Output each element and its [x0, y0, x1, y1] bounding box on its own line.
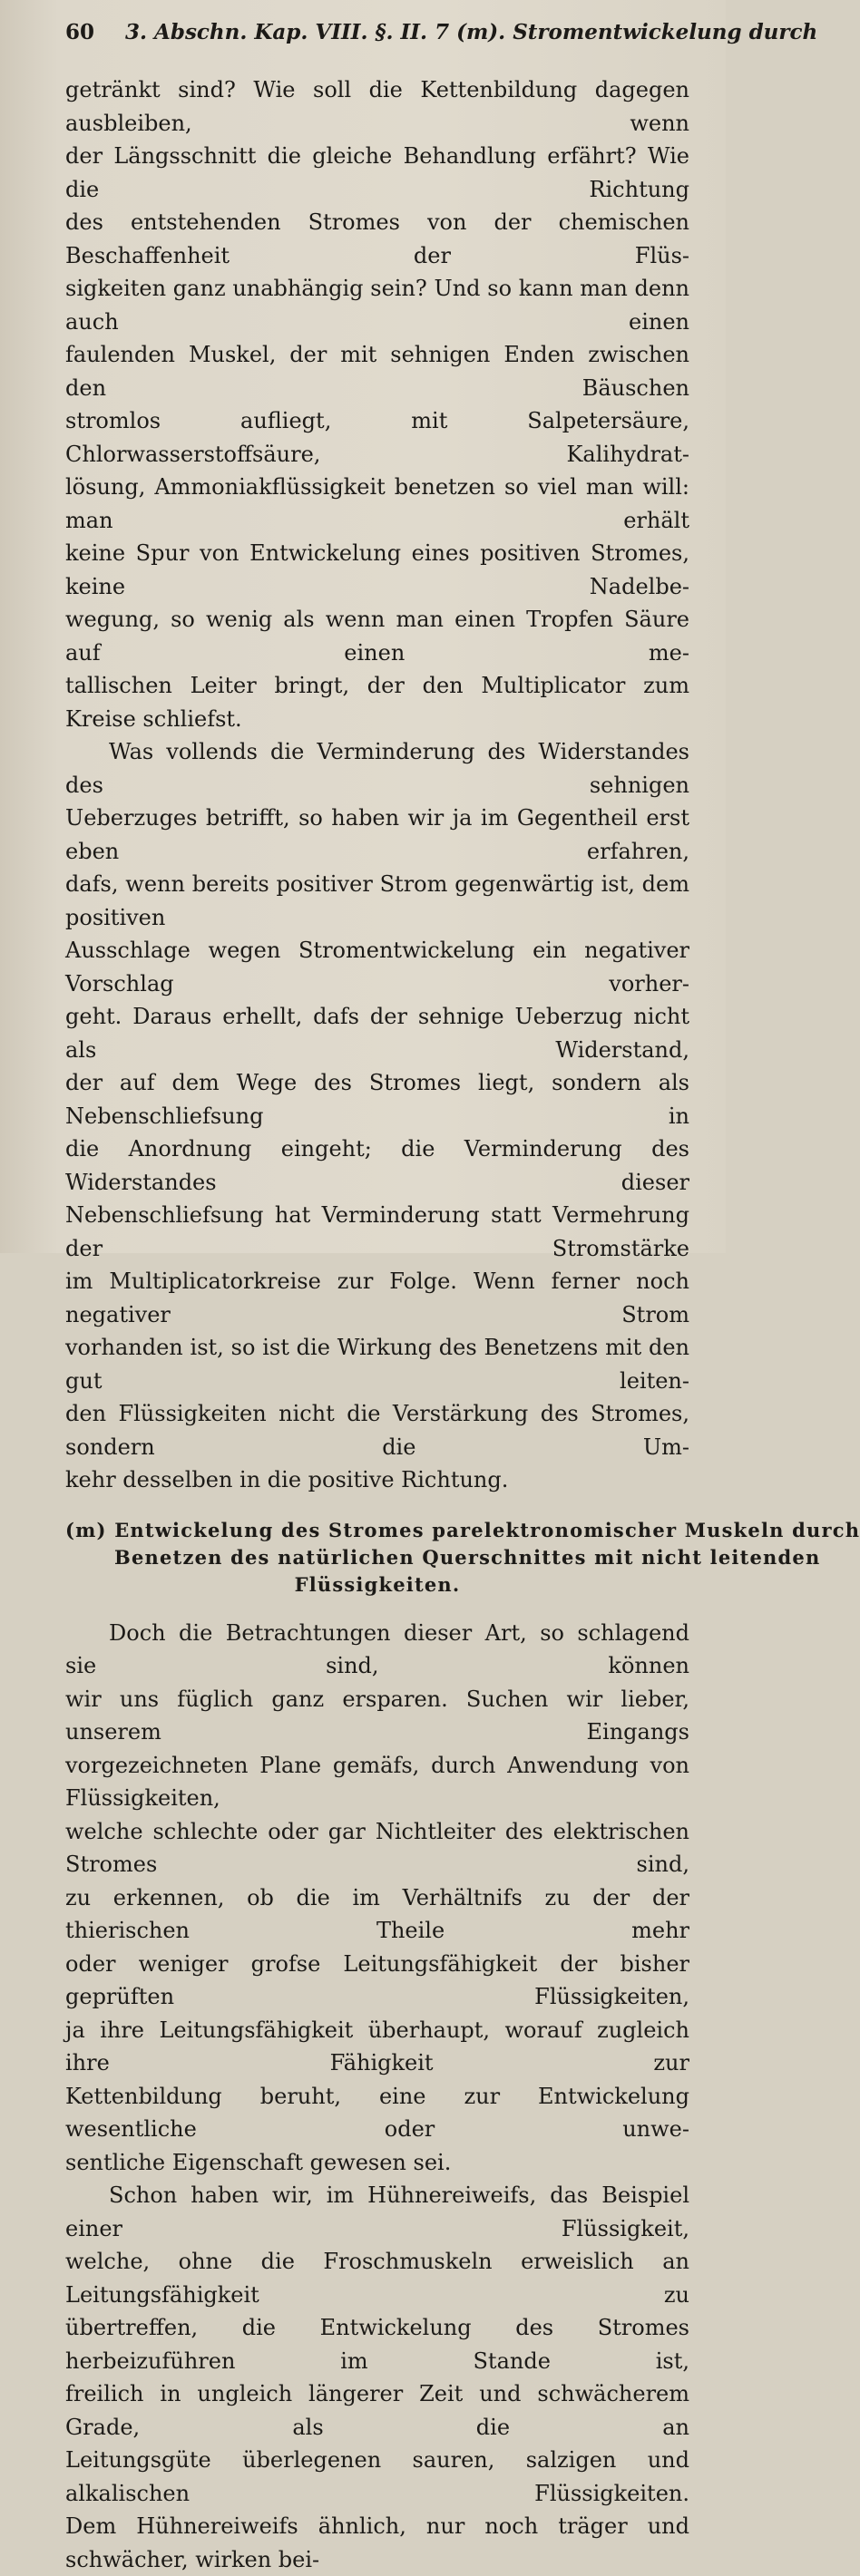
- text-line: Was vollends die Verminderung des Widerstandes des sehnigen: [65, 735, 689, 802]
- text-line: der Längsschnitt die gleiche Behandlung erfährt? Wie die Richtung: [65, 140, 689, 206]
- body-text-top: [65, 73, 689, 1497]
- text-line: freilich in ungleich längerer Zeit und schwächerem Grade, als die an: [65, 2377, 689, 2444]
- text-line: Dem Hühnereiweifs ähnlich, nur noch träger und schwächer, wirken bei-: [65, 2510, 689, 2576]
- body-text-bottom: [65, 1617, 689, 2576]
- text-line: Schon haben wir, im Hühnereiweifs, das Beispiel einer Flüssigkeit,: [65, 2179, 689, 2245]
- text-line: übertreffen, die Entwickelung des Stromes herbeizuführen im Stande ist,: [65, 2311, 689, 2377]
- page-header: [65, 20, 689, 44]
- text-line: den Flüssigkeiten nicht die Verstärkung des Stromes, sondern die Um-: [65, 1397, 689, 1463]
- text-line: Nebenschliefsung hat Verminderung statt Vermehrung der Stromstärke: [65, 1199, 689, 1265]
- section-heading-line: Benetzen des natürlichen Querschnittes mit nicht leitenden: [65, 1544, 689, 1571]
- text-line: lösung, Ammoniakflüssigkeit benetzen so viel man will: man erhält: [65, 471, 689, 537]
- text-line: welche schlechte oder gar Nichtleiter des elektrischen Stromes sind,: [65, 1815, 689, 1881]
- text-line: Ueberzuges betrifft, so haben wir ja im Gegentheil erst eben erfahren,: [65, 802, 689, 868]
- text-line: welche, ohne die Froschmuskeln erweislich an Leitungsfähigkeit zu: [65, 2245, 689, 2311]
- text-line: kehr desselben in die positive Richtung.: [65, 1463, 689, 1497]
- text-line: geht. Daraus erhellt, dafs der sehnige Ueberzug nicht als Widerstand,: [65, 1000, 689, 1066]
- page-number: 60: [65, 20, 94, 44]
- text-line: keine Spur von Entwickelung eines positiven Stromes, keine Nadelbe-: [65, 537, 689, 603]
- text-line: getränkt sind? Wie soll die Kettenbildung dagegen ausbleiben, wenn: [65, 73, 689, 140]
- text-line: wegung, so wenig als wenn man einen Tropfen Säure auf einen me-: [65, 603, 689, 669]
- text-line: vorgezeichneten Plane gemäfs, durch Anwendung von Flüssigkeiten,: [65, 1749, 689, 1815]
- section-heading-line: Flüssigkeiten.: [65, 1571, 689, 1599]
- text-line: zu erkennen, ob die im Verhältnifs zu der der thierischen Theile mehr: [65, 1881, 689, 1948]
- book-page: [0, 0, 726, 1253]
- text-line: ja ihre Leitungsfähigkeit überhaupt, worauf zugleich ihre Fähigkeit zur: [65, 2014, 689, 2080]
- text-line: stromlos aufliegt, mit Salpetersäure, Chlorwasserstoffsäure, Kalihydrat-: [65, 404, 689, 471]
- text-line: die Anordnung eingeht; die Verminderung des Widerstandes dieser: [65, 1132, 689, 1199]
- text-line: Kettenbildung beruht, eine zur Entwickelung wesentliche oder unwe-: [65, 2080, 689, 2146]
- text-line: im Multiplicatorkreise zur Folge. Wenn ferner noch negativer Strom: [65, 1265, 689, 1331]
- text-line: tallischen Leiter bringt, der den Multiplicator zum Kreise schliefst.: [65, 669, 689, 735]
- text-line: sentliche Eigenschaft gewesen sei.: [65, 2146, 689, 2180]
- text-line: des entstehenden Stromes von der chemischen Beschaffenheit der Flüs-: [65, 206, 689, 272]
- section-heading: [65, 1517, 689, 1599]
- text-line: Leitungsgüte überlegenen sauren, salzigen und alkalischen Flüssigkeiten.: [65, 2444, 689, 2510]
- text-line: dafs, wenn bereits positiver Strom gegenwärtig ist, dem positiven: [65, 868, 689, 934]
- text-line: oder weniger grofse Leitungsfähigkeit der bisher geprüften Flüssigkeiten,: [65, 1948, 689, 2014]
- text-line: der auf dem Wege des Stromes liegt, sondern als Nebenschliefsung in: [65, 1066, 689, 1132]
- text-line: Doch die Betrachtungen dieser Art, so schlagend sie sind, können: [65, 1617, 689, 1683]
- text-line: vorhanden ist, so ist die Wirkung des Benetzens mit den gut leiten-: [65, 1331, 689, 1397]
- text-line: wir uns füglich ganz ersparen. Suchen wir lieber, unserem Eingangs: [65, 1683, 689, 1749]
- text-line: Ausschlage wegen Stromentwickelung ein negativer Vorschlag vorher-: [65, 934, 689, 1000]
- section-heading-line: (m) Entwickelung des Stromes parelektronomischer Muskeln durch: [65, 1517, 689, 1544]
- text-line: sigkeiten ganz unabhängig sein? Und so kann man denn auch einen: [65, 272, 689, 338]
- running-title: 3. Abschn. Kap. VIII. §. II. 7 (m). Stromentwickelung durch: [125, 20, 817, 44]
- text-line: faulenden Muskel, der mit sehnigen Enden zwischen den Bäuschen: [65, 338, 689, 404]
